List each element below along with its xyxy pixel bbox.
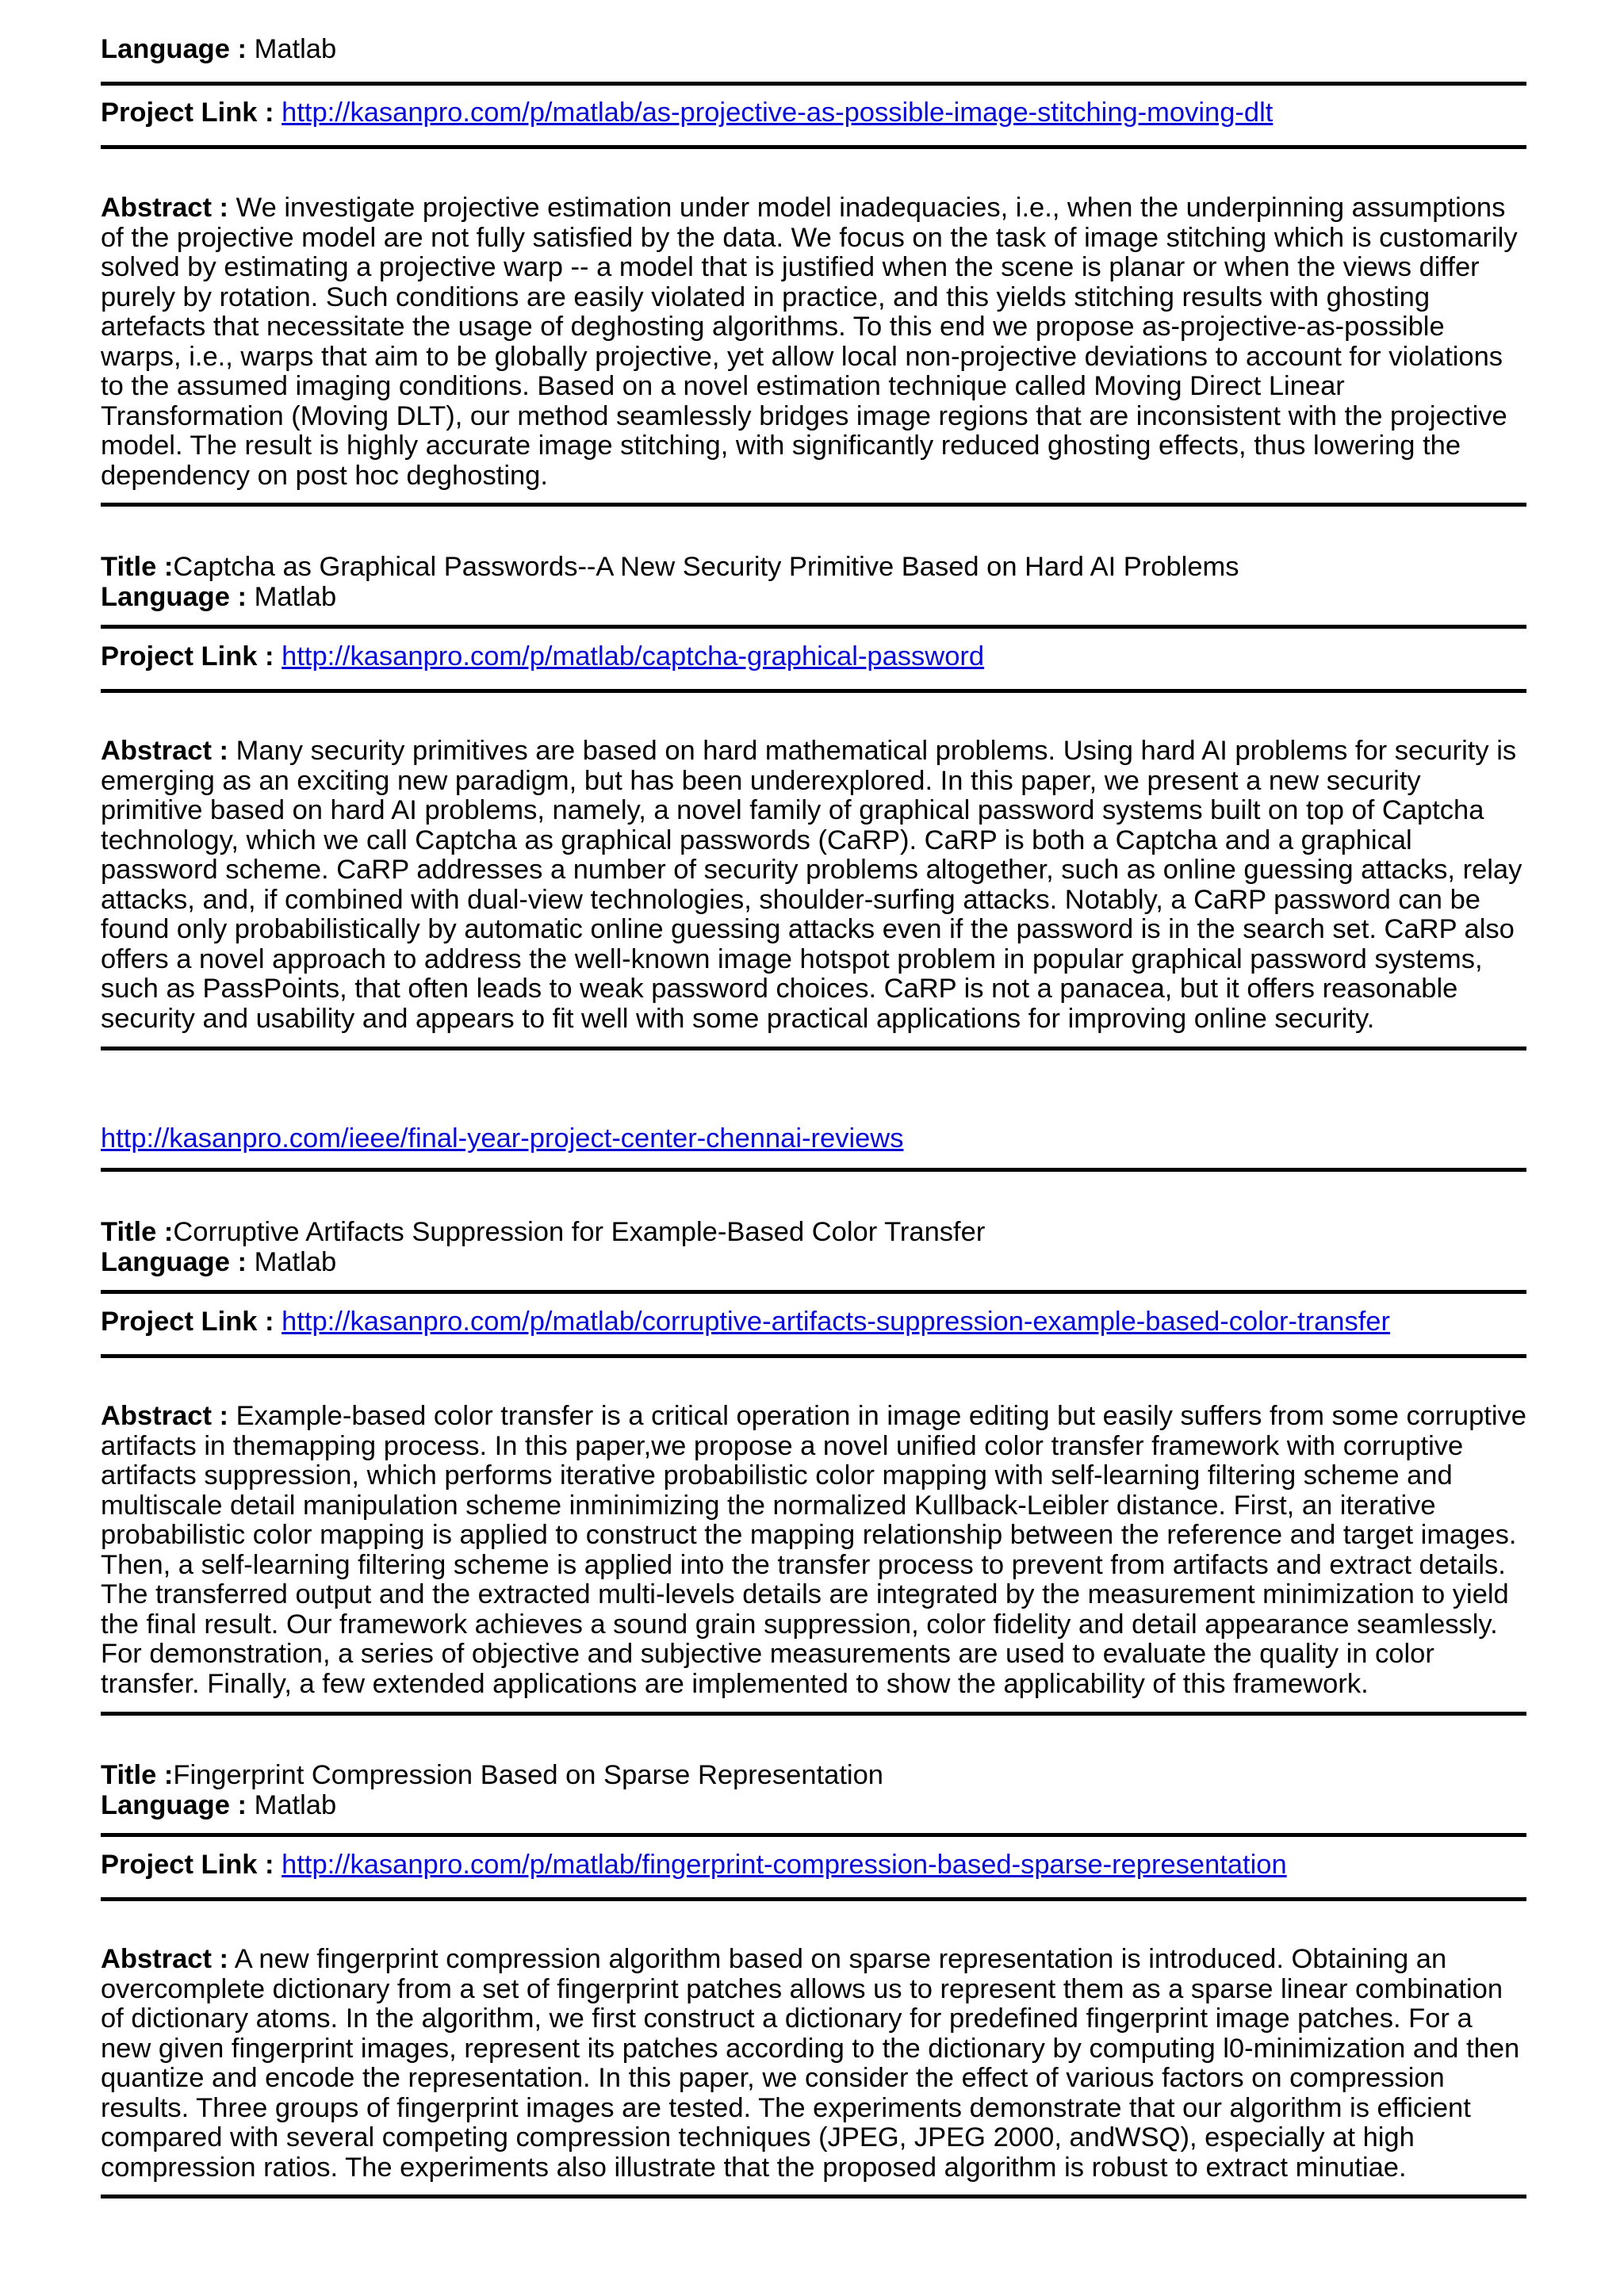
title-label: Title : xyxy=(101,1217,174,1247)
abstract-line: artefacts that necessitate the usage of deghosting algorithms. To this end we propose as-projective-as-possible xyxy=(101,312,1445,342)
abstract-line: warps, i.e., warps that aim to be globally projective, yet allow local non-projective deviations to account for violations xyxy=(101,341,1503,372)
entry-1-abstract xyxy=(101,193,1526,491)
entry-title: Corruptive Artifacts Suppression for Example-Based Color Transfer xyxy=(173,1217,986,1247)
entry-2-abstract xyxy=(101,737,1526,1034)
divider xyxy=(101,1047,1526,1050)
abstract-line: probabilistic color mapping is applied to construct the mapping relationship between the reference and target images. xyxy=(101,1520,1517,1550)
abstract-line: The transferred output and the extracted multi-levels details are integrated by the measurement minimization to yield xyxy=(101,1579,1509,1609)
divider xyxy=(101,145,1526,149)
divider xyxy=(101,503,1526,507)
project-link[interactable]: http://kasanpro.com/p/matlab/corruptive-artifacts-suppression-example-based-color-transfer xyxy=(282,1307,1390,1337)
language-value: Matlab xyxy=(254,34,337,64)
abstract-line: the final result. Our framework achieves a sound grain suppression, color fidelity and detail appearance seamlessly. xyxy=(101,1609,1498,1640)
divider xyxy=(101,2195,1526,2198)
entry-3-link-row xyxy=(101,1307,1526,1337)
abstract-line: results. Three groups of fingerprint images are tested. The experiments demonstrate that our algorithm is efficient xyxy=(101,2092,1471,2123)
abstract-line: of dictionary atoms. In the algorithm, we first construct a dictionary for predefined fingerprint image patches. For a xyxy=(101,2003,1473,2034)
abstract-line: overcomplete dictionary from a set of fingerprint patches allows us to represent them as a sparse linear combination xyxy=(101,1973,1503,2004)
divider xyxy=(101,1168,1526,1172)
abstract-line: solved by estimating a projective warp -- a model that is justified when the scene is planar or when the views differ xyxy=(101,252,1480,282)
abstract-line: Many security primitives are based on hard mathematical problems. Using hard AI problems for security is xyxy=(236,736,1517,766)
entry-title: Captcha as Graphical Passwords--A New Security Primitive Based on Hard AI Problems xyxy=(173,552,1239,582)
entry-4-abstract xyxy=(101,1945,1526,2183)
abstract-label: Abstract : xyxy=(101,1401,229,1431)
divider xyxy=(101,82,1526,86)
project-link[interactable]: http://kasanpro.com/p/matlab/fingerprint-compression-based-sparse-representation xyxy=(282,1850,1287,1880)
abstract-line: password scheme. CaRP addresses a number of security problems altogether, such as online guessing attacks, relay xyxy=(101,855,1522,885)
entry-4-link-row xyxy=(101,1850,1526,1881)
abstract-line: A new fingerprint compression algorithm based on sparse representation is introduced. Obtaining an xyxy=(234,1944,1447,1974)
title-line xyxy=(101,1218,1526,1248)
abstract-line: technology, which we call Captcha as graphical passwords (CaRP). CaRP is both a Captcha and a graphical xyxy=(101,825,1412,855)
abstract-line: dependency on post hoc deghosting. xyxy=(101,460,548,491)
entry-2 xyxy=(101,553,1526,612)
abstract-line: multiscale detail manipulation scheme inminimizing the normalized Kullback-Leibler distance. First, an iterative xyxy=(101,1490,1436,1521)
abstract-line: transfer. Finally, a few extended applications are implemented to show the applicability of this framework. xyxy=(101,1668,1369,1699)
abstract-line: compression ratios. The experiments also illustrate that the proposed algorithm is robust to extract minutiae. xyxy=(101,2152,1407,2183)
abstract-line: of the projective model are not fully satisfied by the data. We focus on the task of image stitching which is customarily xyxy=(101,222,1518,253)
entry-2-link-row xyxy=(101,642,1526,672)
language-line xyxy=(101,1248,1526,1278)
abstract-line: primitive based on hard AI problems, namely, a novel family of graphical password systems built on top of Captcha xyxy=(101,795,1484,825)
title-label: Title : xyxy=(101,1760,174,1790)
language-label: Language : xyxy=(101,581,247,612)
abstract-line: security and usability and appears to fit well with some practical applications for improving online security. xyxy=(101,1003,1375,1034)
abstract-line: Then, a self-learning filtering scheme is applied into the transfer process to prevent from artifacts and extract details. xyxy=(101,1549,1506,1580)
abstract-label: Abstract : xyxy=(101,1944,229,1974)
title-label: Title : xyxy=(101,552,174,582)
abstract-line: quantize and encode the representation. In this paper, we consider the effect of various factors on compression xyxy=(101,2063,1445,2093)
abstract-line: We investigate projective estimation under model inadequacies, i.e., when the underpinning assumptions xyxy=(236,193,1506,223)
review-link-row xyxy=(101,1124,1526,1154)
abstract-line: artifacts suppression, which performs iterative probabilistic color mapping with self-learning filtering scheme and xyxy=(101,1460,1453,1490)
language-label: Language : xyxy=(101,1789,247,1820)
divider xyxy=(101,625,1526,629)
abstract-line: attacks, and, if combined with dual-view technologies, shoulder-surfing attacks. Notably, a CaRP password can be xyxy=(101,884,1480,915)
project-link[interactable]: http://kasanpro.com/p/matlab/captcha-graphical-password xyxy=(282,641,985,672)
language-value: Matlab xyxy=(254,1246,337,1277)
language-value: Matlab xyxy=(254,581,337,612)
abstract-line: offers a novel approach to address the well-known image hotspot problem in popular graphical password systems, xyxy=(101,943,1483,974)
divider xyxy=(101,689,1526,693)
abstract-label: Abstract : xyxy=(101,736,229,766)
divider xyxy=(101,1833,1526,1837)
entry-3 xyxy=(101,1218,1526,1277)
abstract-line: artifacts in themapping process. In this paper,we propose a novel unified color transfer framework with corruptive xyxy=(101,1430,1464,1461)
project-link-label: Project Link : xyxy=(101,1307,274,1337)
review-link[interactable]: http://kasanpro.com/ieee/final-year-project-center-chennai-reviews xyxy=(101,1123,904,1154)
project-link-label: Project Link : xyxy=(101,1850,274,1880)
abstract-line: For demonstration, a series of objective and subjective measurements are used to evaluate the quality in color xyxy=(101,1639,1434,1669)
title-line xyxy=(101,1761,1526,1791)
language-line xyxy=(101,583,1526,613)
project-link-label: Project Link : xyxy=(101,641,274,672)
language-line xyxy=(101,35,1526,65)
divider xyxy=(101,1290,1526,1294)
project-link[interactable]: http://kasanpro.com/p/matlab/as-projective-as-possible-image-stitching-moving-dlt xyxy=(282,98,1274,128)
abstract-label: Abstract : xyxy=(101,193,229,223)
abstract-line: Example-based color transfer is a critical operation in image editing but easily suffers from some corruptive xyxy=(236,1401,1526,1431)
abstract-line: to the assumed imaging conditions. Based on a novel estimation technique called Moving Direct Linear xyxy=(101,371,1345,401)
entry-title: Fingerprint Compression Based on Sparse Representation xyxy=(173,1760,883,1790)
language-label: Language : xyxy=(101,1246,247,1277)
entry-3-abstract xyxy=(101,1402,1526,1699)
abstract-line: new given fingerprint images, represent its patches according to the dictionary by computing l0-minimization and then xyxy=(101,2033,1520,2064)
abstract-line: model. The result is highly accurate image stitching, with significantly reduced ghosting effects, thus lowering the xyxy=(101,430,1461,461)
title-line xyxy=(101,553,1526,583)
language-value: Matlab xyxy=(254,1789,337,1820)
abstract-line: compared with several competing compression techniques (JPEG, JPEG 2000, andWSQ), especially at high xyxy=(101,2122,1415,2152)
abstract-line: Transformation (Moving DLT), our method seamlessly bridges image regions that are inconsistent with the projective xyxy=(101,400,1507,431)
language-label: Language : xyxy=(101,34,247,64)
abstract-line: purely by rotation. Such conditions are easily violated in practice, and this yields stitching results with ghosting xyxy=(101,281,1431,312)
language-line xyxy=(101,1791,1526,1821)
abstract-line: such as PassPoints, that often leads to weak password choices. CaRP is not a panacea, but it offers reasonable xyxy=(101,974,1458,1004)
entry-1 xyxy=(101,35,1526,65)
entry-4 xyxy=(101,1761,1526,1820)
abstract-line: found only probabilistically by automatic online guessing attacks even if the password is in the search set. CaRP also xyxy=(101,914,1515,944)
project-link-label: Project Link : xyxy=(101,98,274,128)
divider xyxy=(101,1712,1526,1716)
entry-1-link-row xyxy=(101,98,1526,128)
divider xyxy=(101,1354,1526,1358)
abstract-line: emerging as an exciting new paradigm, but has been underexplored. In this paper, we present a new security xyxy=(101,765,1421,796)
divider xyxy=(101,1897,1526,1901)
